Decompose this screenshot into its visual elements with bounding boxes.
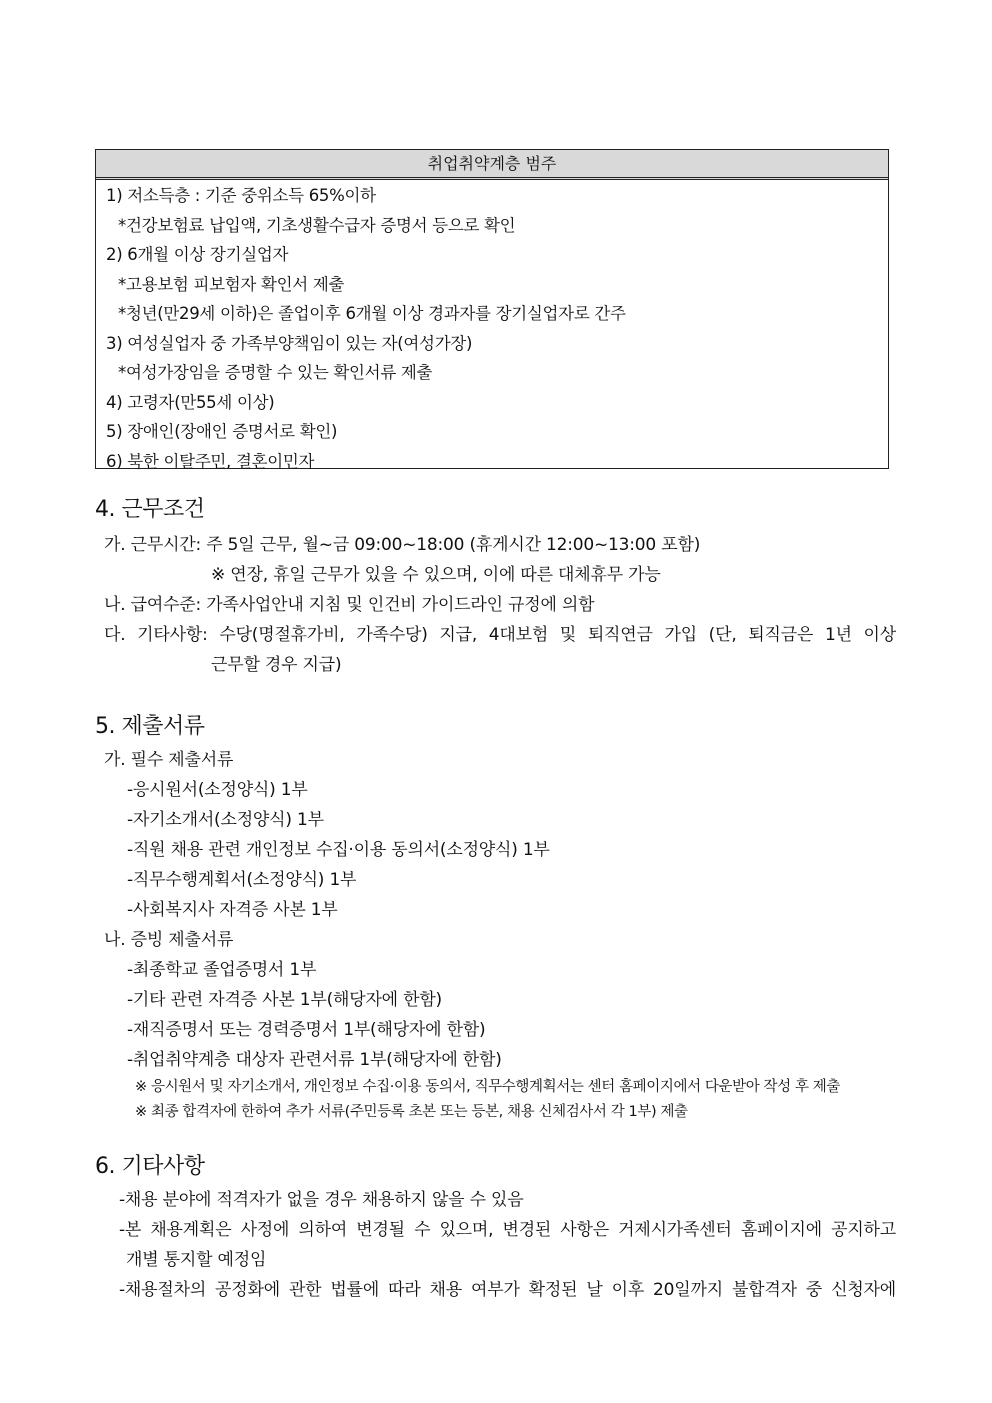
work-hours-note: ※ 연장, 휴일 근무가 있을 수 있으며, 이에 따른 대체휴무 가능 bbox=[211, 565, 661, 585]
list-item: -사회복지사 자격증 사본 1부 bbox=[127, 900, 338, 920]
box-line: 6) 북한 이탈주민, 결혼이민자 bbox=[106, 451, 315, 471]
box-line: 3) 여성실업자 중 가족부양책임이 있는 자(여성가장) bbox=[106, 333, 473, 353]
required-docs-heading: 가. 필수 제출서류 bbox=[104, 750, 234, 770]
list-item: -직원 채용 관련 개인정보 수집·이용 동의서(소정양식) 1부 bbox=[127, 840, 550, 860]
list-item: -최종학교 졸업증명서 1부 bbox=[127, 960, 317, 980]
box-note: *고용보험 피보험자 확인서 제출 bbox=[118, 274, 345, 294]
other-terms-cont: 근무할 경우 지급) bbox=[211, 655, 342, 675]
docs-note: ※ 최종 합격자에 한하여 추가 서류(주민등록 초본 또는 등본, 채용 신체검사서 각 1부) 제출 bbox=[135, 1104, 688, 1120]
box-body bbox=[96, 180, 888, 476]
list-item: -재직증명서 또는 경력증명서 1부(해당자에 한함) bbox=[127, 1020, 486, 1040]
section-6-title: 6. 기타사항 bbox=[95, 1154, 205, 1179]
list-item-cont: 개별 통지할 예정임 bbox=[126, 1250, 267, 1270]
list-item: -기타 관련 자격증 사본 1부(해당자에 한함) bbox=[127, 990, 442, 1010]
box-note: *여성가장임을 증명할 수 있는 확인서류 제출 bbox=[118, 363, 433, 382]
list-item: -채용절차의 공정화에 관한 법률에 따라 채용 여부가 확정된 날 이후 20일까지 불합격자 중 신청자에 bbox=[119, 1280, 896, 1300]
box-note: *청년(만29세 이하)은 졸업이후 6개월 이상 경과자를 장기실업자로 간주 bbox=[118, 304, 626, 323]
box-note: *건강보험료 납입액, 기초생활수급자 증명서 등으로 확인 bbox=[118, 215, 516, 235]
other-terms: 다. 기타사항: 수당(명절휴가비, 가족수당) 지급, 4대보험 및 퇴직연금 가입 (단, 퇴직금은 1년 이상 bbox=[104, 625, 896, 645]
box-line: 2) 6개월 이상 장기실업자 bbox=[106, 245, 289, 264]
list-item: -직무수행계획서(소정양식) 1부 bbox=[127, 870, 357, 890]
proof-docs-heading: 나. 증빙 제출서류 bbox=[104, 930, 234, 950]
box-line: 4) 고령자(만55세 이상) bbox=[106, 392, 275, 412]
list-item: -자기소개서(소정양식) 1부 bbox=[127, 810, 324, 830]
section-4-title: 4. 근무조건 bbox=[95, 497, 205, 522]
box-line: 5) 장애인(장애인 증명서로 확인) bbox=[106, 422, 338, 441]
section-5-title: 5. 제출서류 bbox=[95, 714, 205, 739]
salary-level: 나. 급여수준: 가족사업안내 지침 및 인건비 가이드라인 규정에 의함 bbox=[104, 595, 595, 615]
box-title: 취업취약계층 범주 bbox=[96, 150, 888, 180]
docs-note: ※ 응시원서 및 자기소개서, 개인정보 수집·이용 동의서, 직무수행계획서는 센터 홈페이지에서 다운받아 작성 후 제출 bbox=[135, 1079, 841, 1095]
work-hours: 가. 근무시간: 주 5일 근무, 월~금 09:00~18:00 (휴게시간 12:00~13:00 포함) bbox=[104, 535, 701, 555]
box-line: 1) 저소득층 : 기준 중위소득 65%이하 bbox=[106, 186, 376, 205]
list-item: -응시원서(소정양식) 1부 bbox=[127, 780, 308, 800]
list-item: -취업취약계층 대상자 관련서류 1부(해당자에 한함) bbox=[127, 1050, 502, 1070]
list-item: -본 채용계획은 사정에 의하여 변경될 수 있으며, 변경된 사항은 거제시가족센터 홈페이지에 공지하고 bbox=[119, 1220, 896, 1240]
vulnerable-group-box bbox=[95, 149, 889, 469]
list-item: -채용 분야에 적격자가 없을 경우 채용하지 않을 수 있음 bbox=[119, 1190, 524, 1210]
